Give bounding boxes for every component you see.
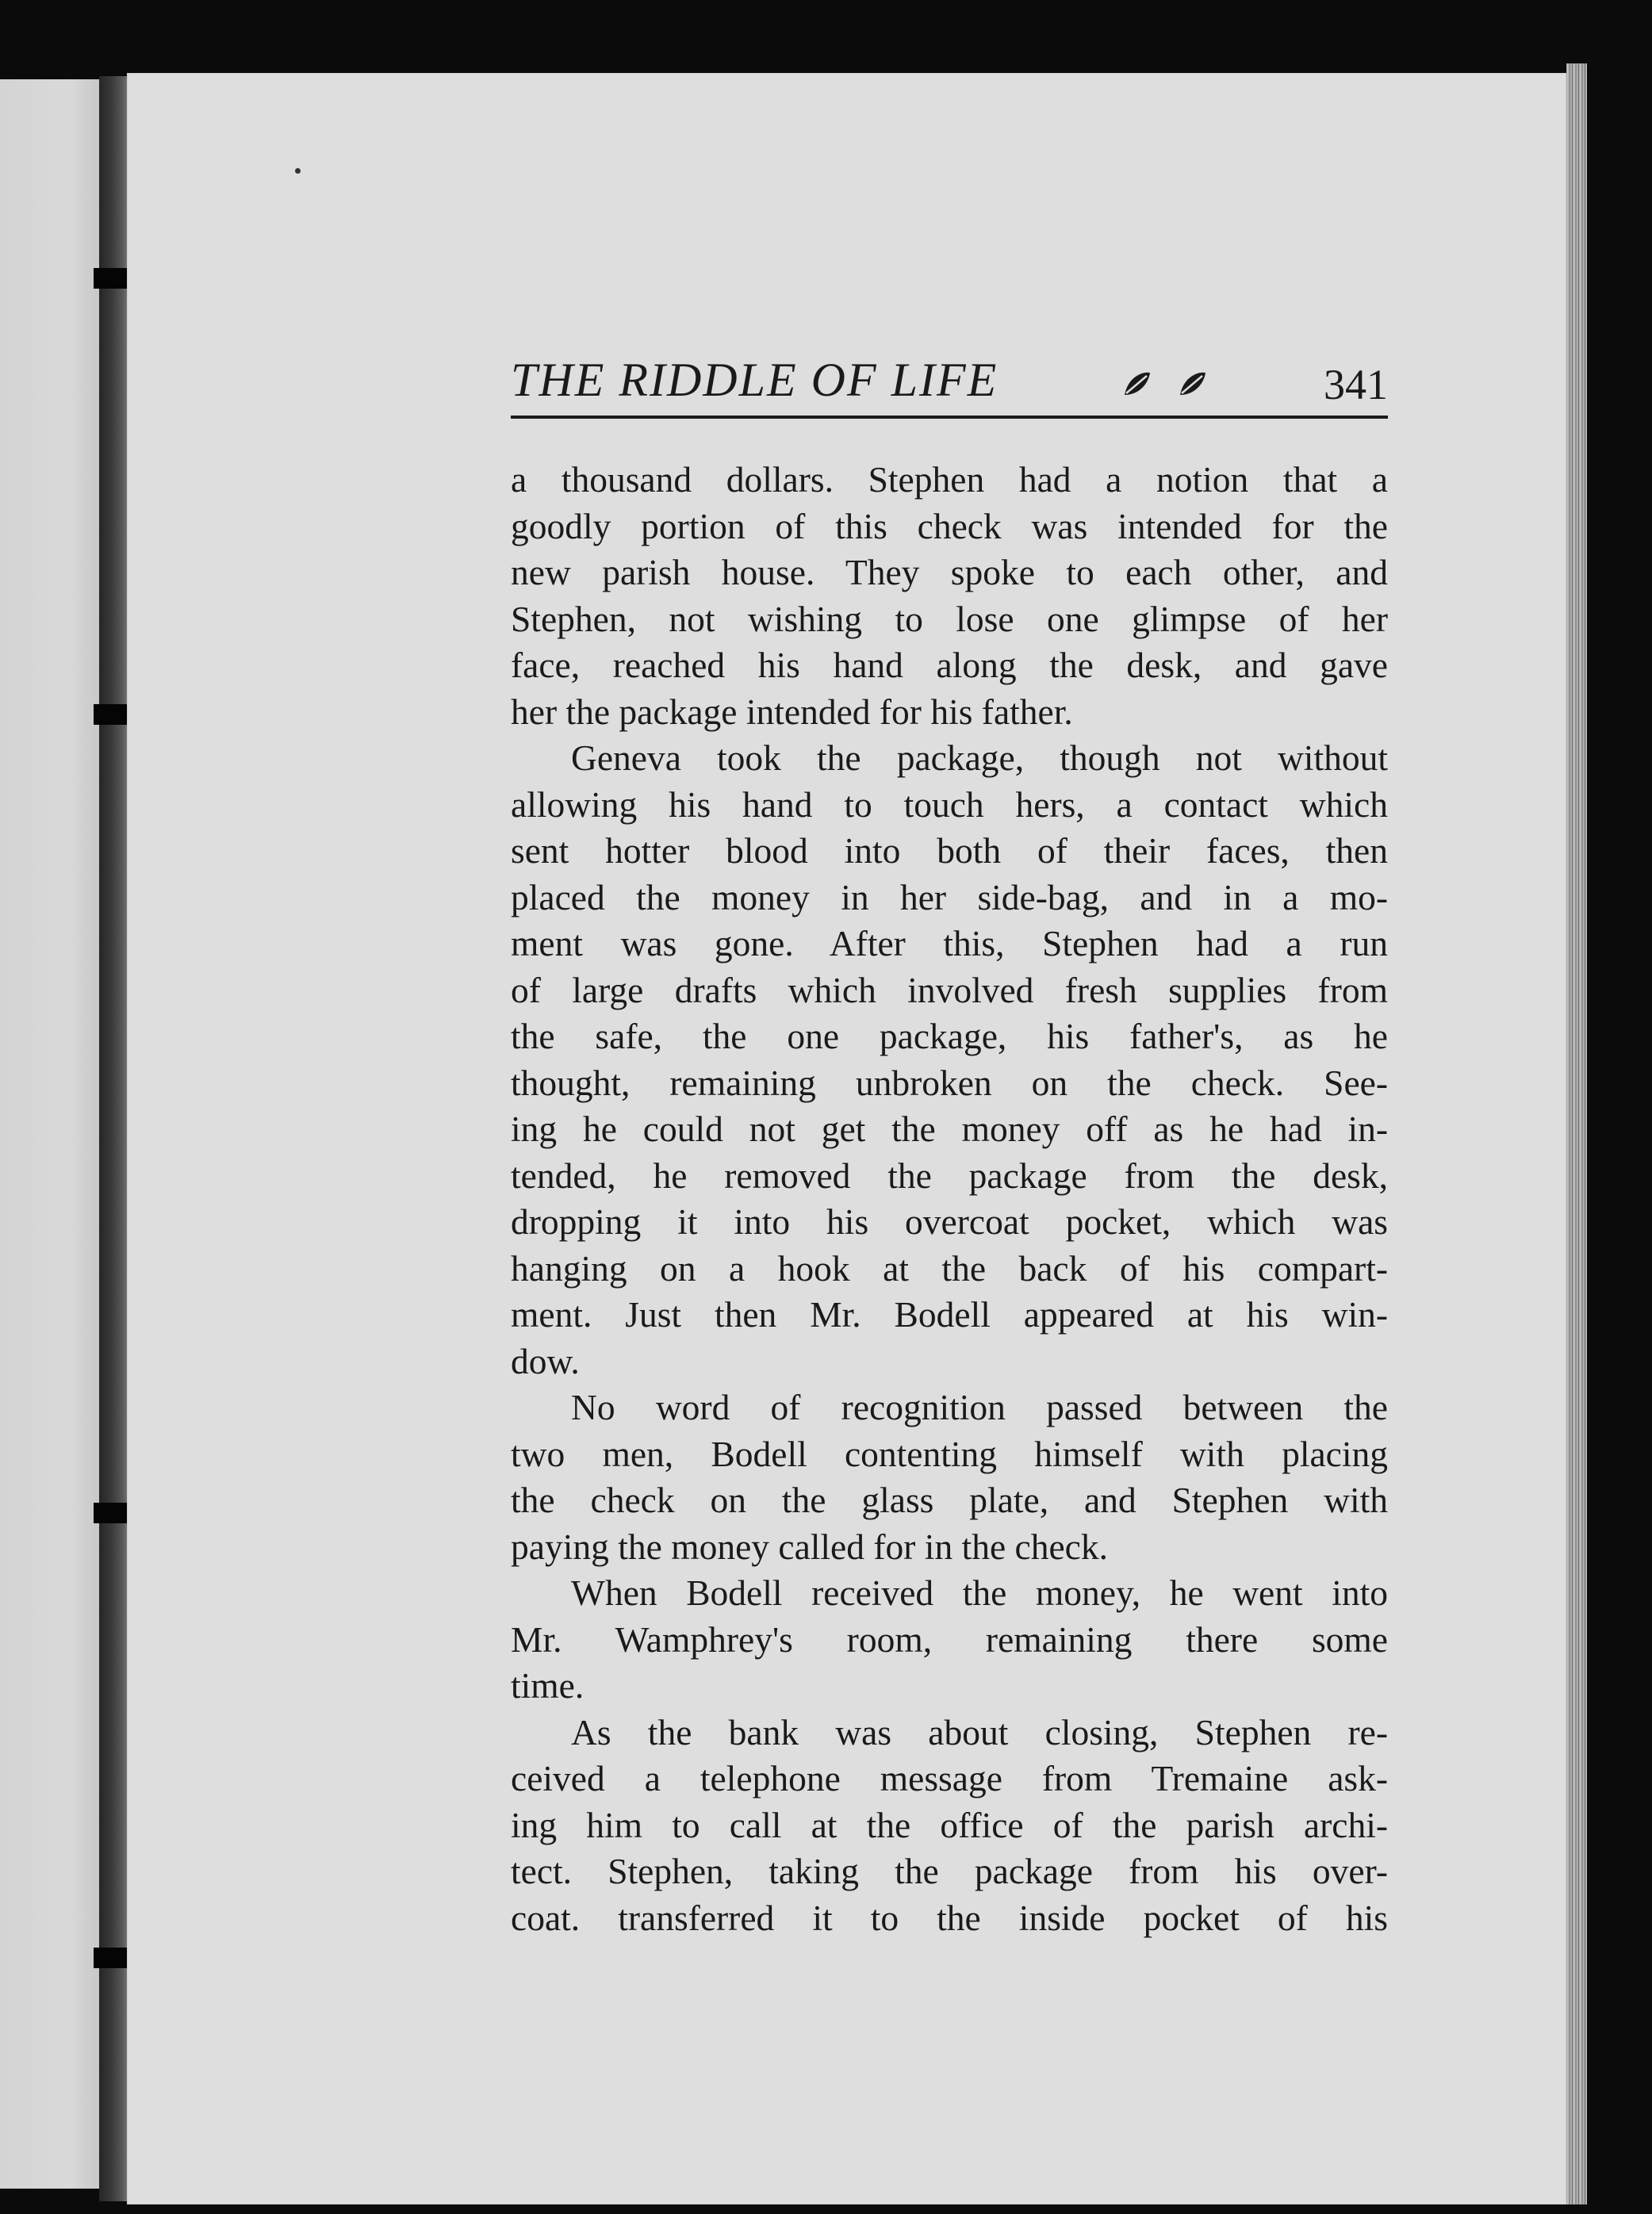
text-line: thought, remaining unbroken on the check. See- (511, 1062, 1388, 1103)
page-number: 341 (1324, 361, 1388, 408)
binding-mark (94, 268, 128, 289)
text-line: When Bodell received the money, he went into (571, 1572, 1388, 1613)
text-line: allowing his hand to touch hers, a contact which (511, 783, 1388, 825)
text-line: of large drafts which involved fresh supplies from (511, 969, 1388, 1010)
text-line: tect. Stephen, taking the package from his over- (511, 1851, 1388, 1891)
text-line: paying the money called for in the check. (511, 1526, 1108, 1567)
text-line: time. (511, 1665, 585, 1706)
paragraph (511, 735, 1388, 1385)
paragraph (511, 457, 1388, 735)
binding-mark (94, 704, 128, 725)
running-title: THE RIDDLE OF LIFE (511, 354, 998, 406)
text-line: ment was gone. After this, Stephen had a run (511, 923, 1388, 963)
book-page (127, 73, 1566, 2204)
binding-mark (94, 1503, 128, 1523)
paragraph (511, 1710, 1388, 1942)
leaf-ornament-icon (1177, 370, 1209, 398)
paragraph (511, 1385, 1388, 1570)
text-line: ing him to call at the office of the parish archi- (511, 1804, 1388, 1845)
paragraph (511, 1570, 1388, 1710)
text-line: two men, Bodell contenting himself with placing (511, 1433, 1388, 1474)
running-head (511, 352, 1388, 419)
page-stack-edge (1566, 63, 1587, 2204)
text-line: the check on the glass plate, and Stephen with (511, 1480, 1388, 1520)
leaf-ornament-icon (1121, 370, 1153, 398)
text-line: Geneva took the package, though not without (571, 737, 1388, 778)
text-line: a thousand dollars. Stephen had a notion that a (511, 459, 1388, 500)
text-line: hanging on a hook at the back of his compart- (511, 1247, 1388, 1289)
text-line: ceived a telephone message from Tremaine ask- (511, 1758, 1388, 1798)
text-line: ing he could not get the money off as he had in- (511, 1109, 1388, 1149)
text-line: As the bank was about closing, Stephen re- (571, 1711, 1388, 1752)
text-line: new parish house. They spoke to each other, and (511, 552, 1388, 592)
text-line: placed the money in her side-bag, and in a mo- (511, 876, 1388, 917)
book-gutter (99, 76, 131, 2201)
text-line: coat. transferred it to the inside pocket of his (511, 1897, 1388, 1938)
text-line: Mr. Wamphrey's room, remaining there some (511, 1618, 1388, 1660)
text-line: Stephen, not wishing to lose one glimpse of her (511, 598, 1388, 639)
text-line: dow. (511, 1340, 580, 1381)
binding-mark (94, 1948, 128, 1968)
text-line: her the package intended for his father. (511, 691, 1073, 732)
text-line: dropping it into his overcoat pocket, which was (511, 1201, 1388, 1242)
ornaments (1121, 370, 1229, 401)
facing-page-edge (0, 79, 99, 2189)
body-text (511, 457, 1388, 1941)
text-line: No word of recognition passed between the (571, 1387, 1388, 1427)
text-line: tended, he removed the package from the desk, (511, 1155, 1388, 1196)
text-line: face, reached his hand along the desk, and gave (511, 645, 1388, 685)
text-line: ment. Just then Mr. Bodell appeared at his win- (511, 1294, 1388, 1335)
text-line: sent hotter blood into both of their faces, then (511, 830, 1388, 871)
text-line: goodly portion of this check was intended for the (511, 505, 1388, 546)
page-speck (295, 168, 301, 174)
text-line: the safe, the one package, his father's, as he (511, 1016, 1388, 1056)
